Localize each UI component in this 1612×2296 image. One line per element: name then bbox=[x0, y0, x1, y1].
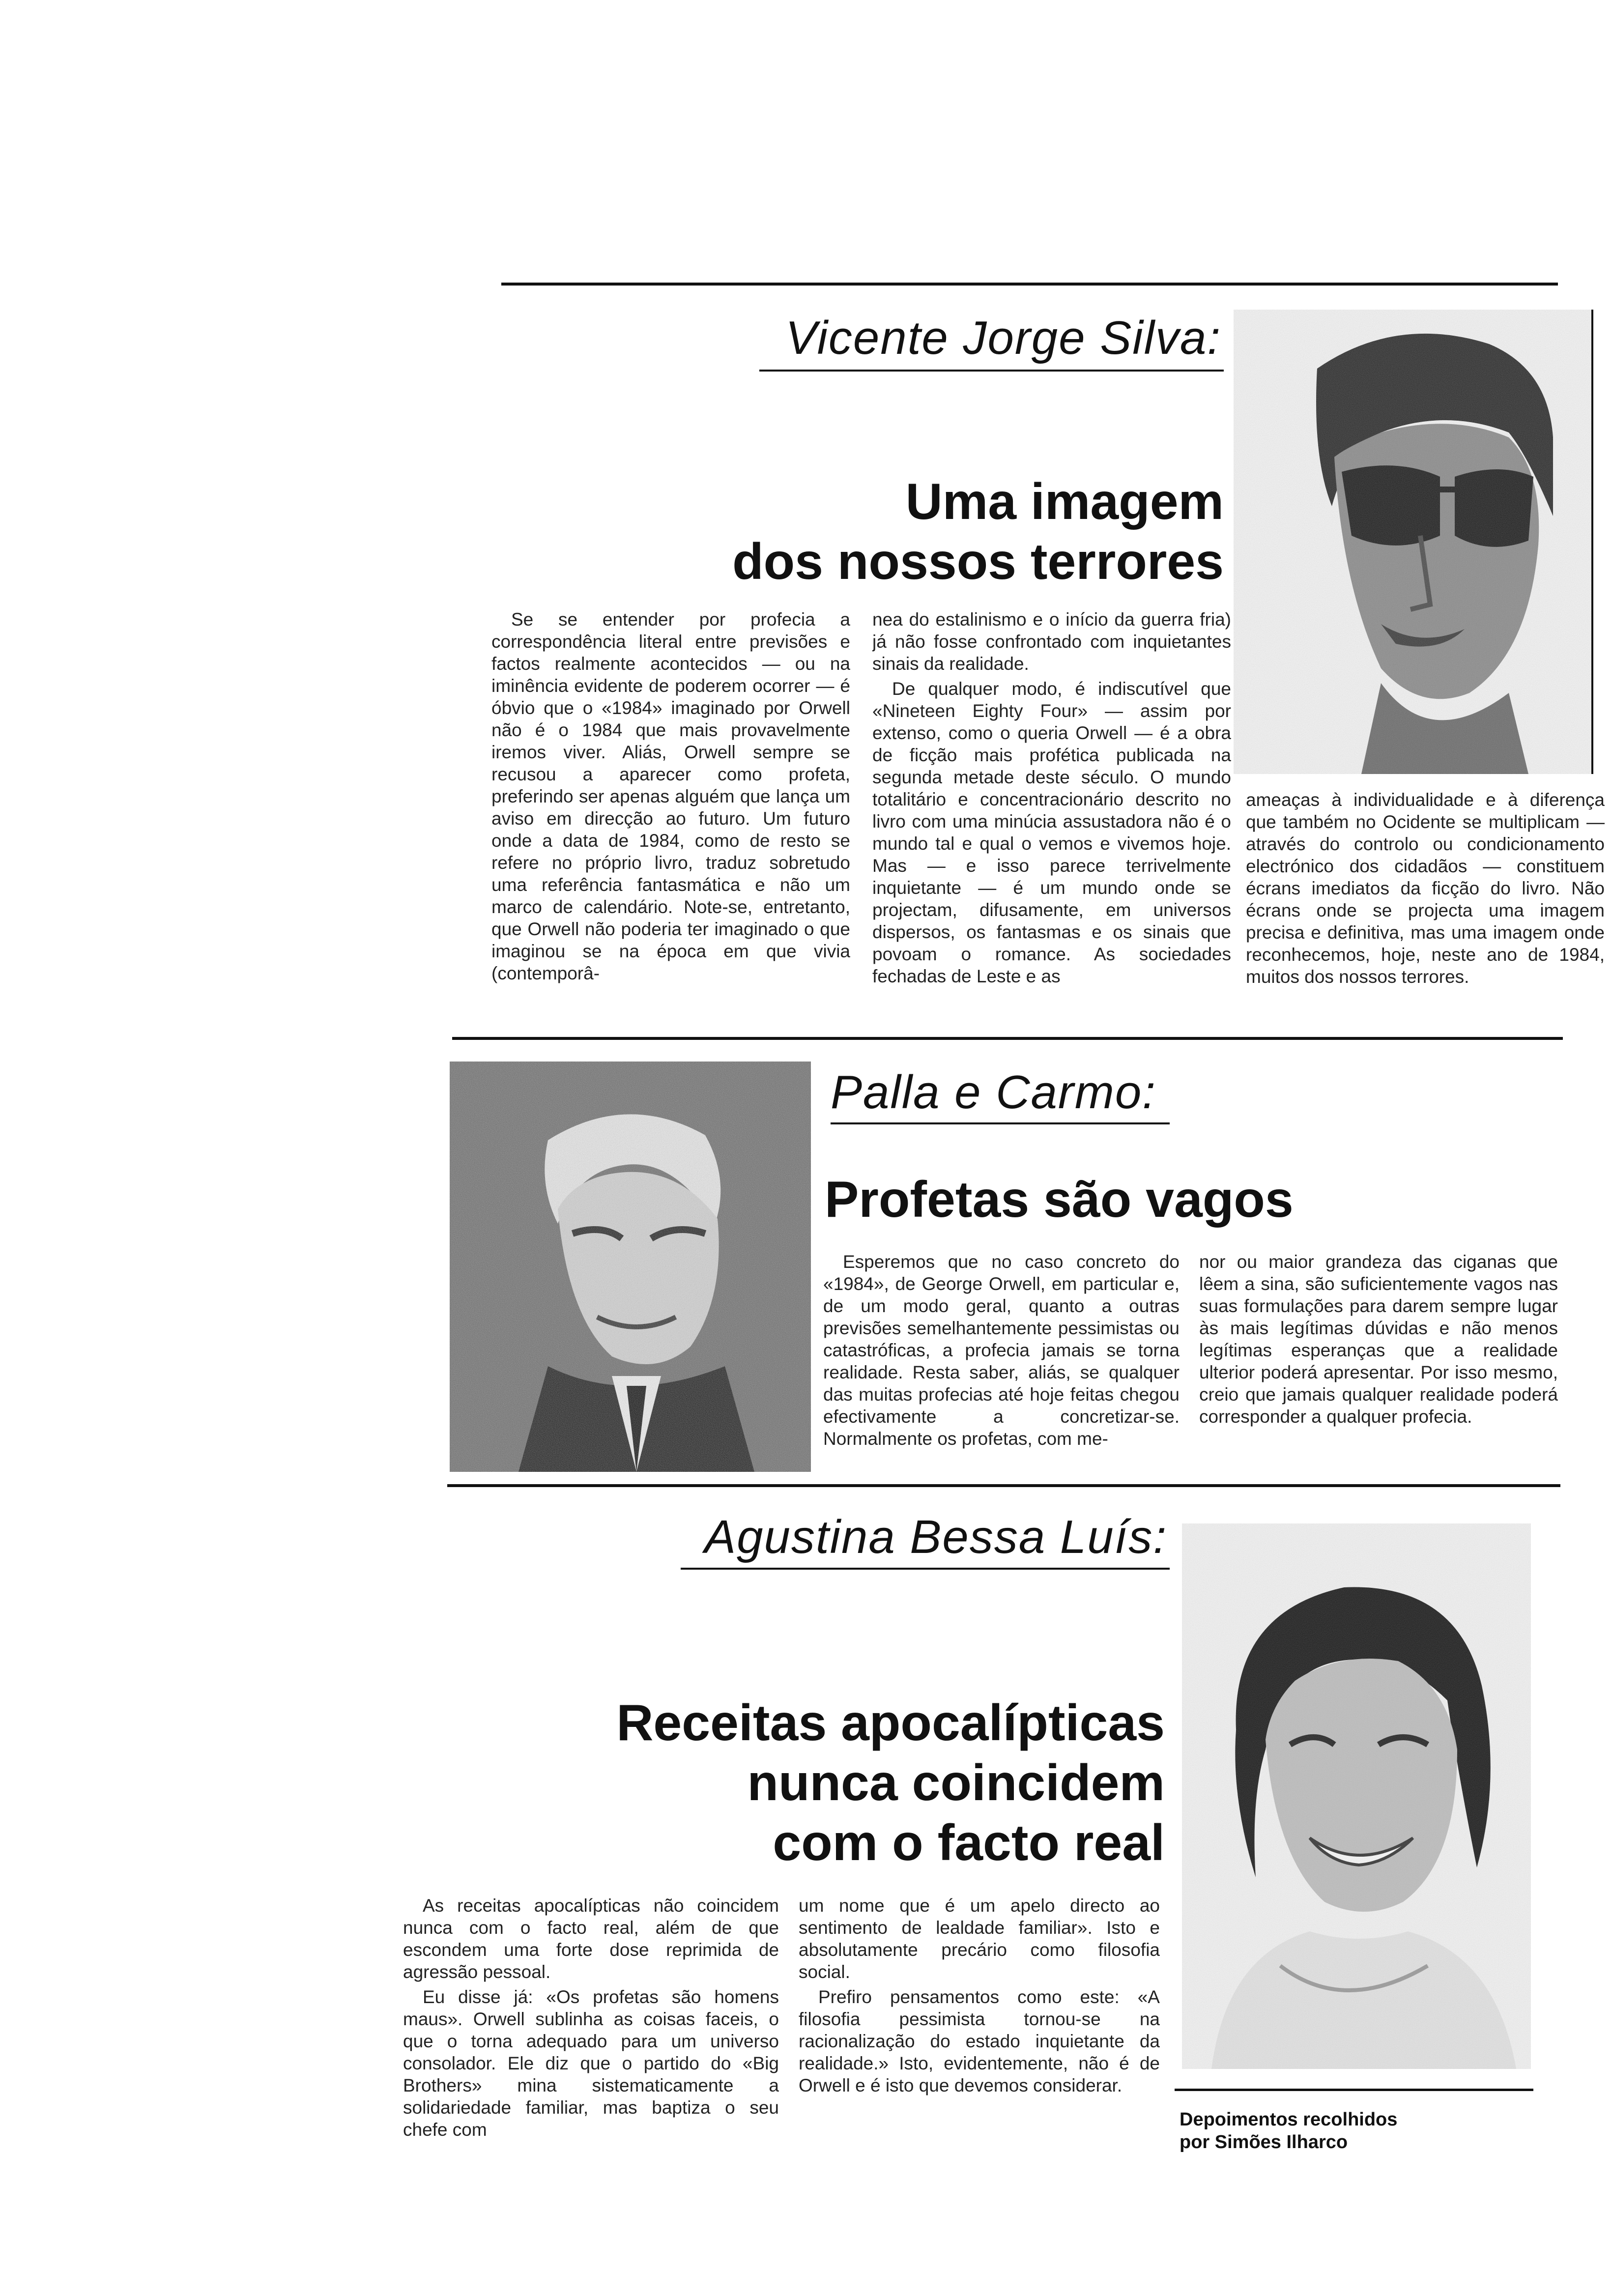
article-3-portrait-photo bbox=[1182, 1523, 1531, 2069]
interviews-credit bbox=[1180, 2108, 1524, 2153]
article-3-photo-rule-bottom bbox=[1175, 2089, 1533, 2091]
article-1-byline-underline bbox=[759, 370, 1224, 372]
article-1-col-3-para-1: ameaças à individualidade e à diferença que também no Ocidente se multiplicam — através do controlo ou condicionamento electrónico dos cidadãos — constituem écrans imediatos da ficção do livro. Não écrans onde se projecta uma imagem precisa e definitiva, mas uma imagem onde reconhecemos, hoje, neste ano de 1984, muitos dos nossos terrores. bbox=[1246, 790, 1605, 987]
article-2-col-2-para-1: nor ou maior grandeza das ciganas que lêem a sina, são suficientemente vagos nas suas formulações para darem sempre lugar às mais legítimas dúvidas e não menos legítimas esperanças que a realidade ulterior poderá apresentar. Por isso mesmo, creio que jamais qualquer realidade poderá corresponder a qualquer profecia. bbox=[1199, 1252, 1558, 1427]
article-1-column-2 bbox=[872, 608, 1231, 1031]
article-3-headline-line-2: nunca coincidem bbox=[747, 1754, 1165, 1811]
article-1-headline bbox=[732, 472, 1224, 592]
article-2-byline: Palla e Carmo: bbox=[831, 1066, 1156, 1119]
article-3-headline-line-1: Receitas apocalípticas bbox=[616, 1694, 1165, 1751]
article-1-column-3 bbox=[1246, 789, 1605, 1030]
article-2-portrait-photo bbox=[450, 1062, 811, 1472]
article-2-column-2 bbox=[1199, 1251, 1558, 1511]
article-3-byline-underline bbox=[681, 1568, 1170, 1570]
article-2-col-1-para-1: Esperemos que no caso concreto do «1984», de George Orwell, em particular e, de um modo geral, quanto a outras previsões semelhantemente pessimistas ou catastróficas, a profecia jamais se torna realidade. Resta saber, aliás, se qualquer das muitas profecias até hoje feitas chegou efectivamente a concretizar-se. Normalmente os profetas, com me- bbox=[823, 1252, 1180, 1449]
article-3-headline-line-3: com o facto real bbox=[773, 1814, 1165, 1871]
credit-line-2: por Simões Ilharco bbox=[1180, 2132, 1348, 2152]
article-1-headline-line-1: Uma imagem bbox=[905, 473, 1224, 530]
article-1-byline: Vicente Jorge Silva: bbox=[785, 312, 1221, 364]
article-1-col-2-para-2: De qualquer modo, é indiscutível que «Nineteen Eighty Four» — assim por extenso, como o queria Orwell — é a obra de ficção mais profética publicada na segunda metade deste século. O mundo totalitário e concentracionário descrito no livro com uma minúcia assustadora não é o mundo tal e qual o vemos e vivemos hoje. Mas — e isso parece terrivelmente inquietante — é um mundo onde se projectam, difusamente, em universos dispersos, os fantasmas e os sinais que povoam o romance. As sociedades fechadas de Leste e as bbox=[872, 679, 1231, 986]
article-3-divider bbox=[447, 1484, 1560, 1487]
article-2-headline-line-1: Profetas são vagos bbox=[825, 1171, 1294, 1228]
article-3-col-2-para-1: um nome que é um apelo directo ao sentimento de lealdade familiar». Isto e absolutamente precário como filosofia social. bbox=[799, 1895, 1160, 1982]
article-3-col-2-para-2: Prefiro pensamentos como este: «A filosofia pessimista tornou-se na racionalização do estado inquietante da realidade.» Isto, evidentemente, não é de Orwell e é isto que devemos considerar. bbox=[799, 1987, 1160, 2095]
article-3-column-2 bbox=[799, 1894, 1160, 2170]
article-1-portrait-photo bbox=[1234, 310, 1592, 774]
article-2-headline bbox=[825, 1170, 1294, 1230]
article-3-byline: Agustina Bessa Luís: bbox=[704, 1511, 1167, 1563]
article-1-col-2-para-1: nea do estalinismo e o início da guerra fria) já não fosse confrontado com inquietantes sinais da realidade. bbox=[872, 609, 1231, 674]
article-2-divider bbox=[452, 1037, 1563, 1040]
article-3-column-1 bbox=[403, 1894, 779, 2170]
article-2-byline-underline bbox=[831, 1122, 1170, 1124]
article-3-col-1-para-2: Eu disse já: «Os profetas são homens maus». Orwell sublinha as coisas faceis, o que o torna adequado para um universo consolador. Ele diz que o partido do «Big Brothers» mina sistematicamente a solidariedade familiar, mas baptiza o seu chefe com bbox=[403, 1987, 779, 2140]
article-1-photo-frame-right bbox=[1591, 310, 1593, 774]
article-1-headline-line-2: dos nossos terrores bbox=[732, 533, 1224, 590]
article-3-headline bbox=[616, 1693, 1165, 1873]
article-1-col-1-para-1: Se se entender por profecia a correspondência literal entre previsões e factos realmente acontecidos — ou na iminência evidente de poderem ocorrer — é óbvio que o «1984» imaginado por Orwell não é o 1984 que mais provavelmente iremos viver. Aliás, Orwell sempre se recusou a aparecer como profeta, preferindo ser apenas alguém que lança um aviso em direcção ao futuro. Um futuro onde a data de 1984, como de resto se refere no próprio livro, traduz sobretudo uma referência fantasmática e não um marco de calendário. Note-se, entretanto, que Orwell não poderia ter imaginado o que imaginou se na época em que vivia (contemporâ- bbox=[491, 609, 850, 983]
article-3-col-1-para-1: As receitas apocalípticas não coincidem nunca com o facto real, além de que escondem uma forte dose reprimida de agressão pessoal. bbox=[403, 1895, 779, 1982]
credit-line-1: Depoimentos recolhidos bbox=[1180, 2109, 1398, 2130]
top-divider bbox=[501, 283, 1558, 286]
article-2-column-1 bbox=[823, 1251, 1180, 1511]
article-1-column-1 bbox=[491, 608, 850, 1031]
